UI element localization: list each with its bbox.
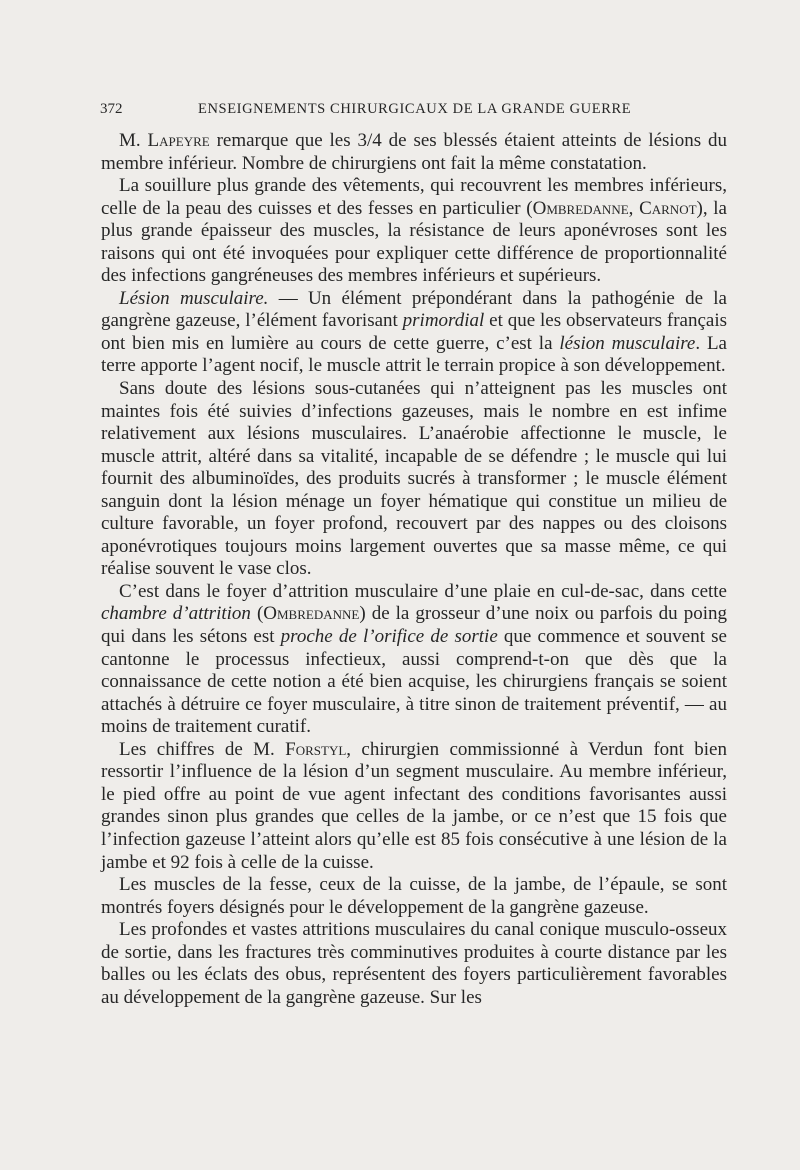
text-run: Les profondes et vastes attritions musculaires du canal conique musculo-osseux de sortie, dans les fractures très comminutives produites à courte distance par les balles ou les éclats des obus, représentent des foyers particulièrement favorables au développement de la gangrène gazeuse. Sur les [101,919,727,1008]
page-number: 372 [100,101,123,117]
text-run: La souillure plus grande des vêtements, qui recouvrent les membres inférieurs, celle de la peau des cuisses et des fesses en particulier ( [101,175,727,219]
text-run: — Un élément prépondérant dans la pathogénie de la gangrène gazeuse, l’élément favorisant [101,287,727,332]
text-run: , [628,197,640,219]
text-run: ), la plus grande épaisseur des muscles, la résistance de leurs aponévroses sont les raisons qui ont été invoquées pour expliquer cette différence de proportionnalité des infections gangréneuses des membres inférieurs et supérieurs. [101,197,727,287]
text-run: , chirurgien commissionné à Verdun font bien ressortir l’influence de la lésion d’un segment musculaire. Au membre inférieur, le pied offre au point de vue agent infectant des conditions favorisantes aussi grandes sinon plus grandes que celles de la jambe, or ce n’est que 15 fois que l’infection gazeuse l’atteint alors qu’elle est 85 fois consécutive à une lésion de la jambe et 92 fois à celle de la cuisse. [101,738,727,873]
author-name: Ombredanne [263,603,360,625]
paragraph [101,581,727,739]
italic-text: chambre d’attrition [101,603,251,625]
paragraph [101,919,727,1009]
text-run: remarque que les 3/4 de ses blessés étaient atteints de lésions du membre inférieur. Nombre de chirurgiens ont fait la même constatation. [101,130,727,174]
text-run: . La terre apporte l’agent nocif, le muscle attrit le terrain propice à son développement. [101,332,727,377]
author-name: Carnot [639,197,697,219]
text-run: C’est dans le foyer d’attrition musculaire d’une plaie en cul-de-sac, dans cette [119,580,727,602]
paragraph [101,288,727,378]
paragraph [101,130,727,175]
text-run: Les muscles de la fesse, ceux de la cuisse, de la jambe, de l’épaule, se sont montrés foyers désignés pour le développement de la gangrène gazeuse. [101,874,727,918]
text-run: et que les observateurs français ont bien mis en lumière au cours de cette guerre, c’est la [101,310,727,354]
paragraph [101,175,727,288]
page-header [100,101,728,121]
italic-text: proche de l’orifice de sortie [280,626,498,648]
author-name: Forstyl [285,738,347,760]
text-run: Sans doute des lésions sous-cutanées qui n’atteignent pas les muscles ont maintes fois été suivies d’infections gazeuses, mais le nombre en est infime relativement aux lésions musculaires. L’anaérobie affectionne le muscle, le muscle attrit, altéré dans sa vitalité, incapable de se défendre ; le muscle qui lui fournit des albuminoïdes, des produits sucrés à transformer ; le muscle élément sanguin dont la lésion ménage un foyer hématique qui constitue un milieu de culture favorable, un foyer profond, recouvert par des nappes ou des cloisons aponévrotiques toujours moins largement ouvertes que sa masse même, ce qui réalise souvent le vase clos. [101,378,727,580]
italic-text: lésion musculaire [559,332,696,354]
text-run: ) de la grosseur d’une noix ou parfois du poing qui dans les sétons est [101,603,727,648]
paragraph [101,739,727,874]
paragraph [101,378,727,581]
text-run: Les chiffres de M. [119,738,286,760]
italic-text: primordial [402,310,485,332]
author-name: Lapeyre [147,130,210,151]
italic-text: Lésion musculaire. [119,287,269,309]
running-title: ENSEIGNEMENTS CHIRURGICAUX DE LA GRANDE GUERRE [198,101,632,117]
body-text [101,130,727,1009]
paragraph [101,874,727,919]
author-name: Ombredanne [532,197,629,219]
text-run: que commence et souvent se cantonne le processus infectieux, aussi comprend-t-on que dès que la connaissance de cette notion a été bien acquise, les chirurgiens français se soient attachés à détruire ce foyer musculaire, à titre sinon de traitement préventif, — au moins de traitement curatif. [101,626,727,738]
text-run: M. [119,130,148,151]
text-run: ( [250,603,264,625]
